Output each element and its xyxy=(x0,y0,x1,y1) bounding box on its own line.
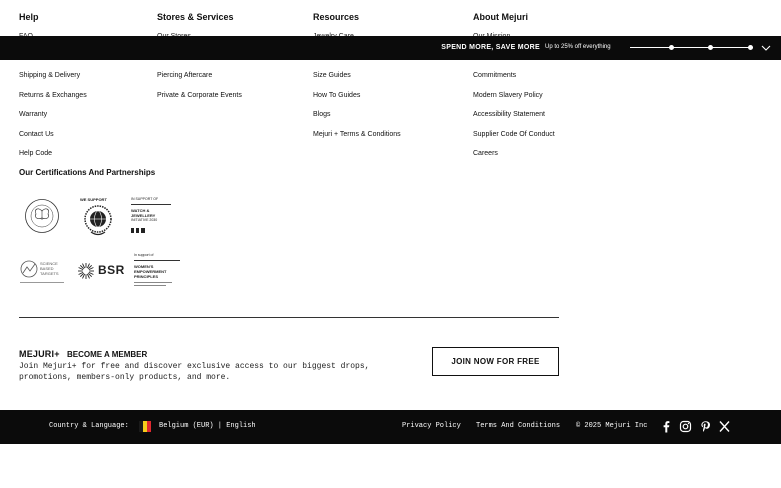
supplier-code-link[interactable]: Supplier Code Of Conduct xyxy=(473,131,555,138)
promo-headline: SPEND MORE, SAVE MORE xyxy=(441,44,540,51)
facebook-icon[interactable] xyxy=(660,420,673,433)
copyright-text: © 2025 Mejuri Inc xyxy=(576,422,648,430)
membership-description: Join Mejuri+ for free and discover exclusive access to our biggest drops, promotions, members-only products, and more. xyxy=(19,362,370,382)
weps-line-1: WOMEN'S xyxy=(134,264,154,269)
footer-bar xyxy=(0,410,781,444)
butterfly-mark-logo xyxy=(24,198,60,234)
returns-exchanges-link[interactable]: Returns & Exchanges xyxy=(19,92,87,99)
x-icon[interactable] xyxy=(718,420,731,433)
help-code-link[interactable]: Help Code xyxy=(19,150,53,157)
careers-link[interactable]: Careers xyxy=(473,150,498,157)
country-language-label: Country & Language: xyxy=(49,422,129,430)
promo-subtext: Up to 25% off everything xyxy=(545,44,611,50)
we-support-label: WE SUPPORT xyxy=(80,197,107,202)
bsr-burst-icon xyxy=(77,262,95,280)
weps-line-3: PRINCIPLES xyxy=(134,274,159,279)
rjc-line-1: WATCH & xyxy=(131,208,150,213)
private-events-link[interactable]: Private & Corporate Events xyxy=(157,92,242,99)
promo-progress-point xyxy=(669,45,674,50)
help-heading: Help xyxy=(19,12,39,22)
pinterest-icon[interactable] xyxy=(699,420,712,433)
contact-us-link[interactable]: Contact Us xyxy=(19,131,54,138)
shipping-delivery-link[interactable]: Shipping & Delivery xyxy=(19,72,81,79)
rjc-line-3: INITIATIVE 2030 xyxy=(131,218,158,222)
mejuri-terms-link[interactable]: Mejuri + Terms & Conditions xyxy=(313,131,401,138)
rjc-support-label: IN SUPPORT OF xyxy=(131,197,159,201)
rjc-mark xyxy=(131,228,171,233)
rjc-line-2: JEWELLERY xyxy=(131,213,156,218)
accessibility-link[interactable]: Accessibility Statement xyxy=(473,111,545,118)
science-based-targets-icon xyxy=(20,259,38,279)
section-divider xyxy=(19,317,559,318)
country-language-selector[interactable]: Belgium (EUR) | English xyxy=(159,422,256,430)
how-to-guides-link[interactable]: How To Guides xyxy=(313,92,361,99)
promo-progress-point xyxy=(748,45,753,50)
membership-heading: BECOME A MEMBER xyxy=(67,350,148,359)
terms-conditions-link[interactable]: Terms And Conditions xyxy=(476,422,561,430)
certifications-heading: Our Certifications And Partnerships xyxy=(19,168,156,177)
chevron-down-icon[interactable] xyxy=(760,42,772,54)
womens-empowerment-logo xyxy=(134,253,180,286)
modern-slavery-link[interactable]: Modern Slavery Policy xyxy=(473,92,543,99)
sbt-line-1: SCIENCE xyxy=(40,261,58,266)
promo-progress-point xyxy=(708,45,713,50)
join-now-button[interactable]: JOIN NOW FOR FREE xyxy=(432,347,559,376)
size-guides-link[interactable]: Size Guides xyxy=(313,72,351,79)
piercing-aftercare-link[interactable]: Piercing Aftercare xyxy=(157,72,213,79)
blogs-link[interactable]: Blogs xyxy=(313,111,331,118)
commitments-link[interactable]: Commitments xyxy=(473,72,517,79)
instagram-icon[interactable] xyxy=(679,420,692,433)
warranty-link[interactable]: Warranty xyxy=(19,111,48,118)
resources-heading: Resources xyxy=(313,12,360,22)
sbt-line-3: TARGETS xyxy=(40,271,59,276)
privacy-policy-link[interactable]: Privacy Policy xyxy=(402,422,461,430)
about-heading: About Mejuri xyxy=(473,12,528,22)
mejuri-plus-logo: MEJURI+ xyxy=(19,349,60,359)
weps-line-2: EMPOWERMENT xyxy=(134,269,167,274)
bsr-logo: BSR xyxy=(98,263,125,277)
un-global-compact-logo xyxy=(82,204,114,238)
promo-progress-track xyxy=(630,47,753,48)
watch-jewellery-initiative-logo xyxy=(131,197,171,233)
belgium-flag-icon[interactable] xyxy=(139,421,151,432)
weps-support-label: In support of xyxy=(134,253,154,257)
promo-bar[interactable] xyxy=(0,36,781,60)
sbt-line-2: BASED xyxy=(40,266,54,271)
science-based-targets-logo xyxy=(40,261,59,276)
flag-stripe-red xyxy=(147,421,151,432)
stores-services-heading: Stores & Services xyxy=(157,12,234,22)
sbt-underline xyxy=(20,282,64,283)
